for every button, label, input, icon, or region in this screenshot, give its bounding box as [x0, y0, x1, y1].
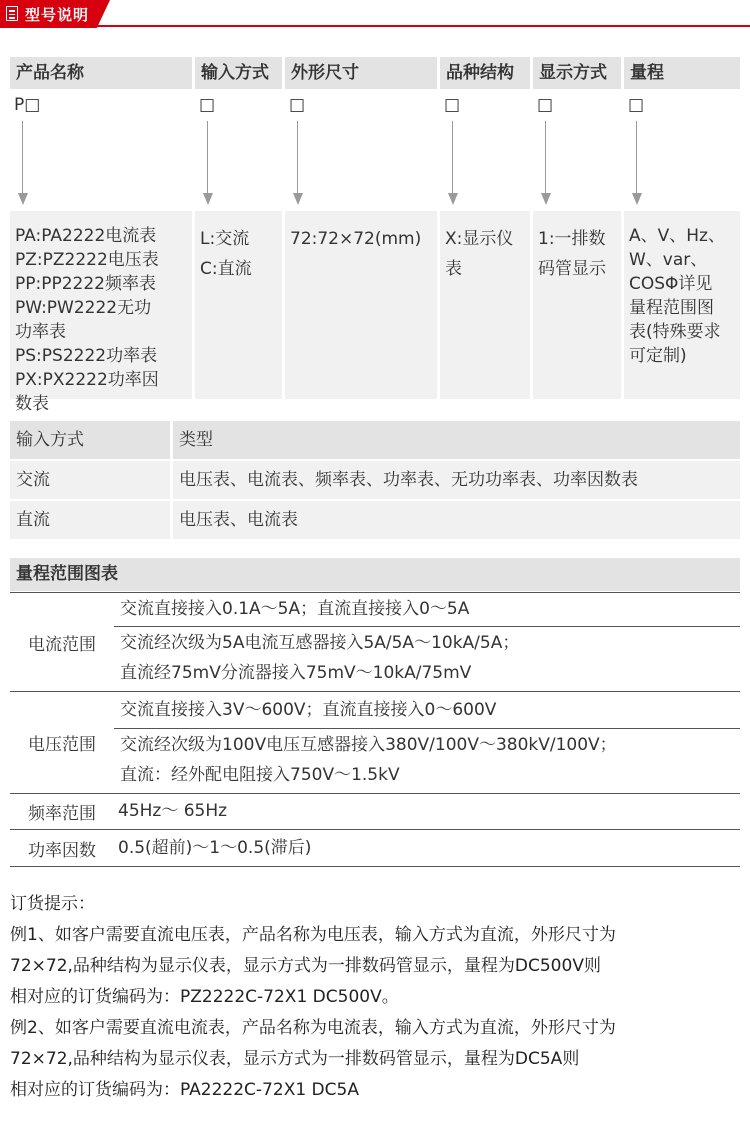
down-arrow-icon [203, 121, 213, 209]
range-line: 0.5(超前)～1～0.5(滞后) [118, 838, 312, 858]
desc-line: X:显示仪 [445, 229, 514, 249]
notes-line: 例2、如客户需要直流电流表，产品名称为电流表，输入方式为直流，外形尺寸为 [10, 1018, 616, 1038]
notes-line: 72×72,品种结构为显示仪表，显示方式为一排数码管显示，量程为DC500V则 [10, 956, 601, 976]
down-arrow-icon [293, 121, 303, 209]
column-display-mode [533, 57, 621, 399]
table-cell: 电压表、电流表 [173, 501, 740, 539]
notes-line: 72×72,品种结构为显示仪表，显示方式为一排数码管显示，量程为DC5A则 [10, 1049, 580, 1069]
range-section-frequency [10, 794, 740, 830]
notes-title: 订货提示： [10, 894, 95, 914]
notes-line: 相对应的订货编码为：PZ2222C-72X1 DC500V。 [10, 987, 399, 1007]
desc-line: PZ:PZ2222电压表 [15, 250, 159, 270]
desc-line: PW:PW2222无功 [15, 298, 152, 318]
desc-line: 码管显示 [538, 259, 606, 279]
column-header: 量程 [624, 57, 740, 89]
desc-line: 功率表 [15, 322, 66, 342]
code-placeholder: □ [628, 95, 645, 115]
range-line: 交流直接接入3V～600V；直流直接接入0～600V [120, 700, 497, 720]
table-row [10, 501, 740, 541]
range-line: 45Hz～ 65Hz [118, 801, 228, 821]
column-description [195, 211, 282, 399]
range-table-title: 量程范围图表 [10, 558, 740, 591]
range-section-power-factor [10, 830, 740, 867]
header-cell-type: 类型 [173, 421, 740, 459]
code-placeholder: □ [444, 95, 461, 115]
desc-line: 表 [445, 259, 462, 279]
range-line: 直流经75mV分流器接入75mV～10kA/75mV [120, 663, 472, 683]
range-line: 交流直接接入0.1A～5A；直流直接接入0～5A [120, 599, 470, 619]
column-header: 产品名称 [10, 57, 192, 89]
range-label: 电流范围 [28, 634, 96, 655]
range-label: 电压范围 [28, 735, 96, 755]
column-description [10, 211, 192, 414]
desc-line: 1:一排数 [538, 229, 606, 249]
column-description [285, 211, 437, 399]
code-placeholder: □ [289, 95, 306, 115]
range-label: 频率范围 [28, 804, 96, 824]
table-cell: 电压表、电流表、频率表、功率表、无功功率表、功率因数表 [173, 461, 740, 499]
notes-line: 例1、如客户需要直流电压表，产品名称为电压表，输入方式为直流，外形尺寸为 [10, 925, 616, 945]
model-table [10, 57, 740, 414]
column-header: 品种结构 [440, 57, 530, 89]
table-cell: 交流 [10, 461, 170, 499]
desc-line: 数表 [15, 394, 49, 414]
down-arrow-icon [18, 121, 28, 209]
column-variety-structure [440, 57, 530, 399]
table-header-row [10, 421, 740, 461]
desc-line: 72:72×72(mm) [290, 229, 422, 249]
desc-line: PX:PX2222功率因 [15, 370, 159, 390]
input-type-table [10, 421, 740, 541]
desc-line: 量程范围图 [629, 298, 714, 318]
header-underline [95, 25, 750, 27]
table-row [10, 461, 740, 501]
range-line: 交流经次级为100V电压互感器接入380V/100V～380kV/100V； [114, 728, 740, 761]
section-title: 型号说明 [25, 6, 90, 24]
column-input-method [195, 57, 282, 399]
desc-line: PS:PS2222功率表 [15, 346, 158, 366]
range-line: 直流：经外配电阻接入750V～1.5kV [120, 765, 400, 785]
document-icon [6, 6, 18, 21]
code-placeholder: P□ [14, 95, 41, 115]
desc-line: W、var、 [629, 250, 708, 270]
desc-line: PA:PA2222电流表 [15, 226, 157, 246]
desc-line: COSΦ详见 [629, 274, 713, 294]
column-header: 外形尺寸 [285, 57, 437, 89]
section-header [0, 0, 750, 28]
down-arrow-icon [632, 121, 642, 209]
code-placeholder: □ [199, 95, 216, 115]
column-description [624, 211, 740, 399]
column-description [440, 211, 530, 399]
range-line: 交流经次级为5A电流互感器接入5A/5A～10kA/5A； [114, 626, 740, 659]
table-cell: 直流 [10, 501, 170, 539]
down-arrow-icon [541, 121, 551, 209]
desc-line: 表(特殊要求 [629, 322, 721, 342]
desc-line: A、V、Hz、 [629, 226, 725, 246]
column-dimensions [285, 57, 437, 399]
down-arrow-icon [448, 121, 458, 209]
column-description [533, 211, 621, 399]
desc-line: C:直流 [200, 259, 252, 279]
desc-line: PP:PP2222频率表 [15, 274, 156, 294]
ordering-notes [10, 889, 745, 1106]
range-section-voltage [10, 692, 740, 794]
column-header: 显示方式 [533, 57, 621, 89]
column-product-name [10, 57, 192, 414]
header-cell-input-method: 输入方式 [10, 421, 170, 459]
notes-line: 相对应的订货编码为：PA2222C-72X1 DC5A [10, 1080, 359, 1100]
desc-line: 可定制) [629, 346, 687, 366]
column-range [624, 57, 740, 399]
range-table [10, 592, 740, 867]
code-placeholder: □ [537, 95, 554, 115]
range-section-current [10, 593, 740, 692]
desc-line: L:交流 [200, 229, 250, 249]
column-header: 输入方式 [195, 57, 282, 89]
range-label: 功率因数 [28, 840, 96, 861]
